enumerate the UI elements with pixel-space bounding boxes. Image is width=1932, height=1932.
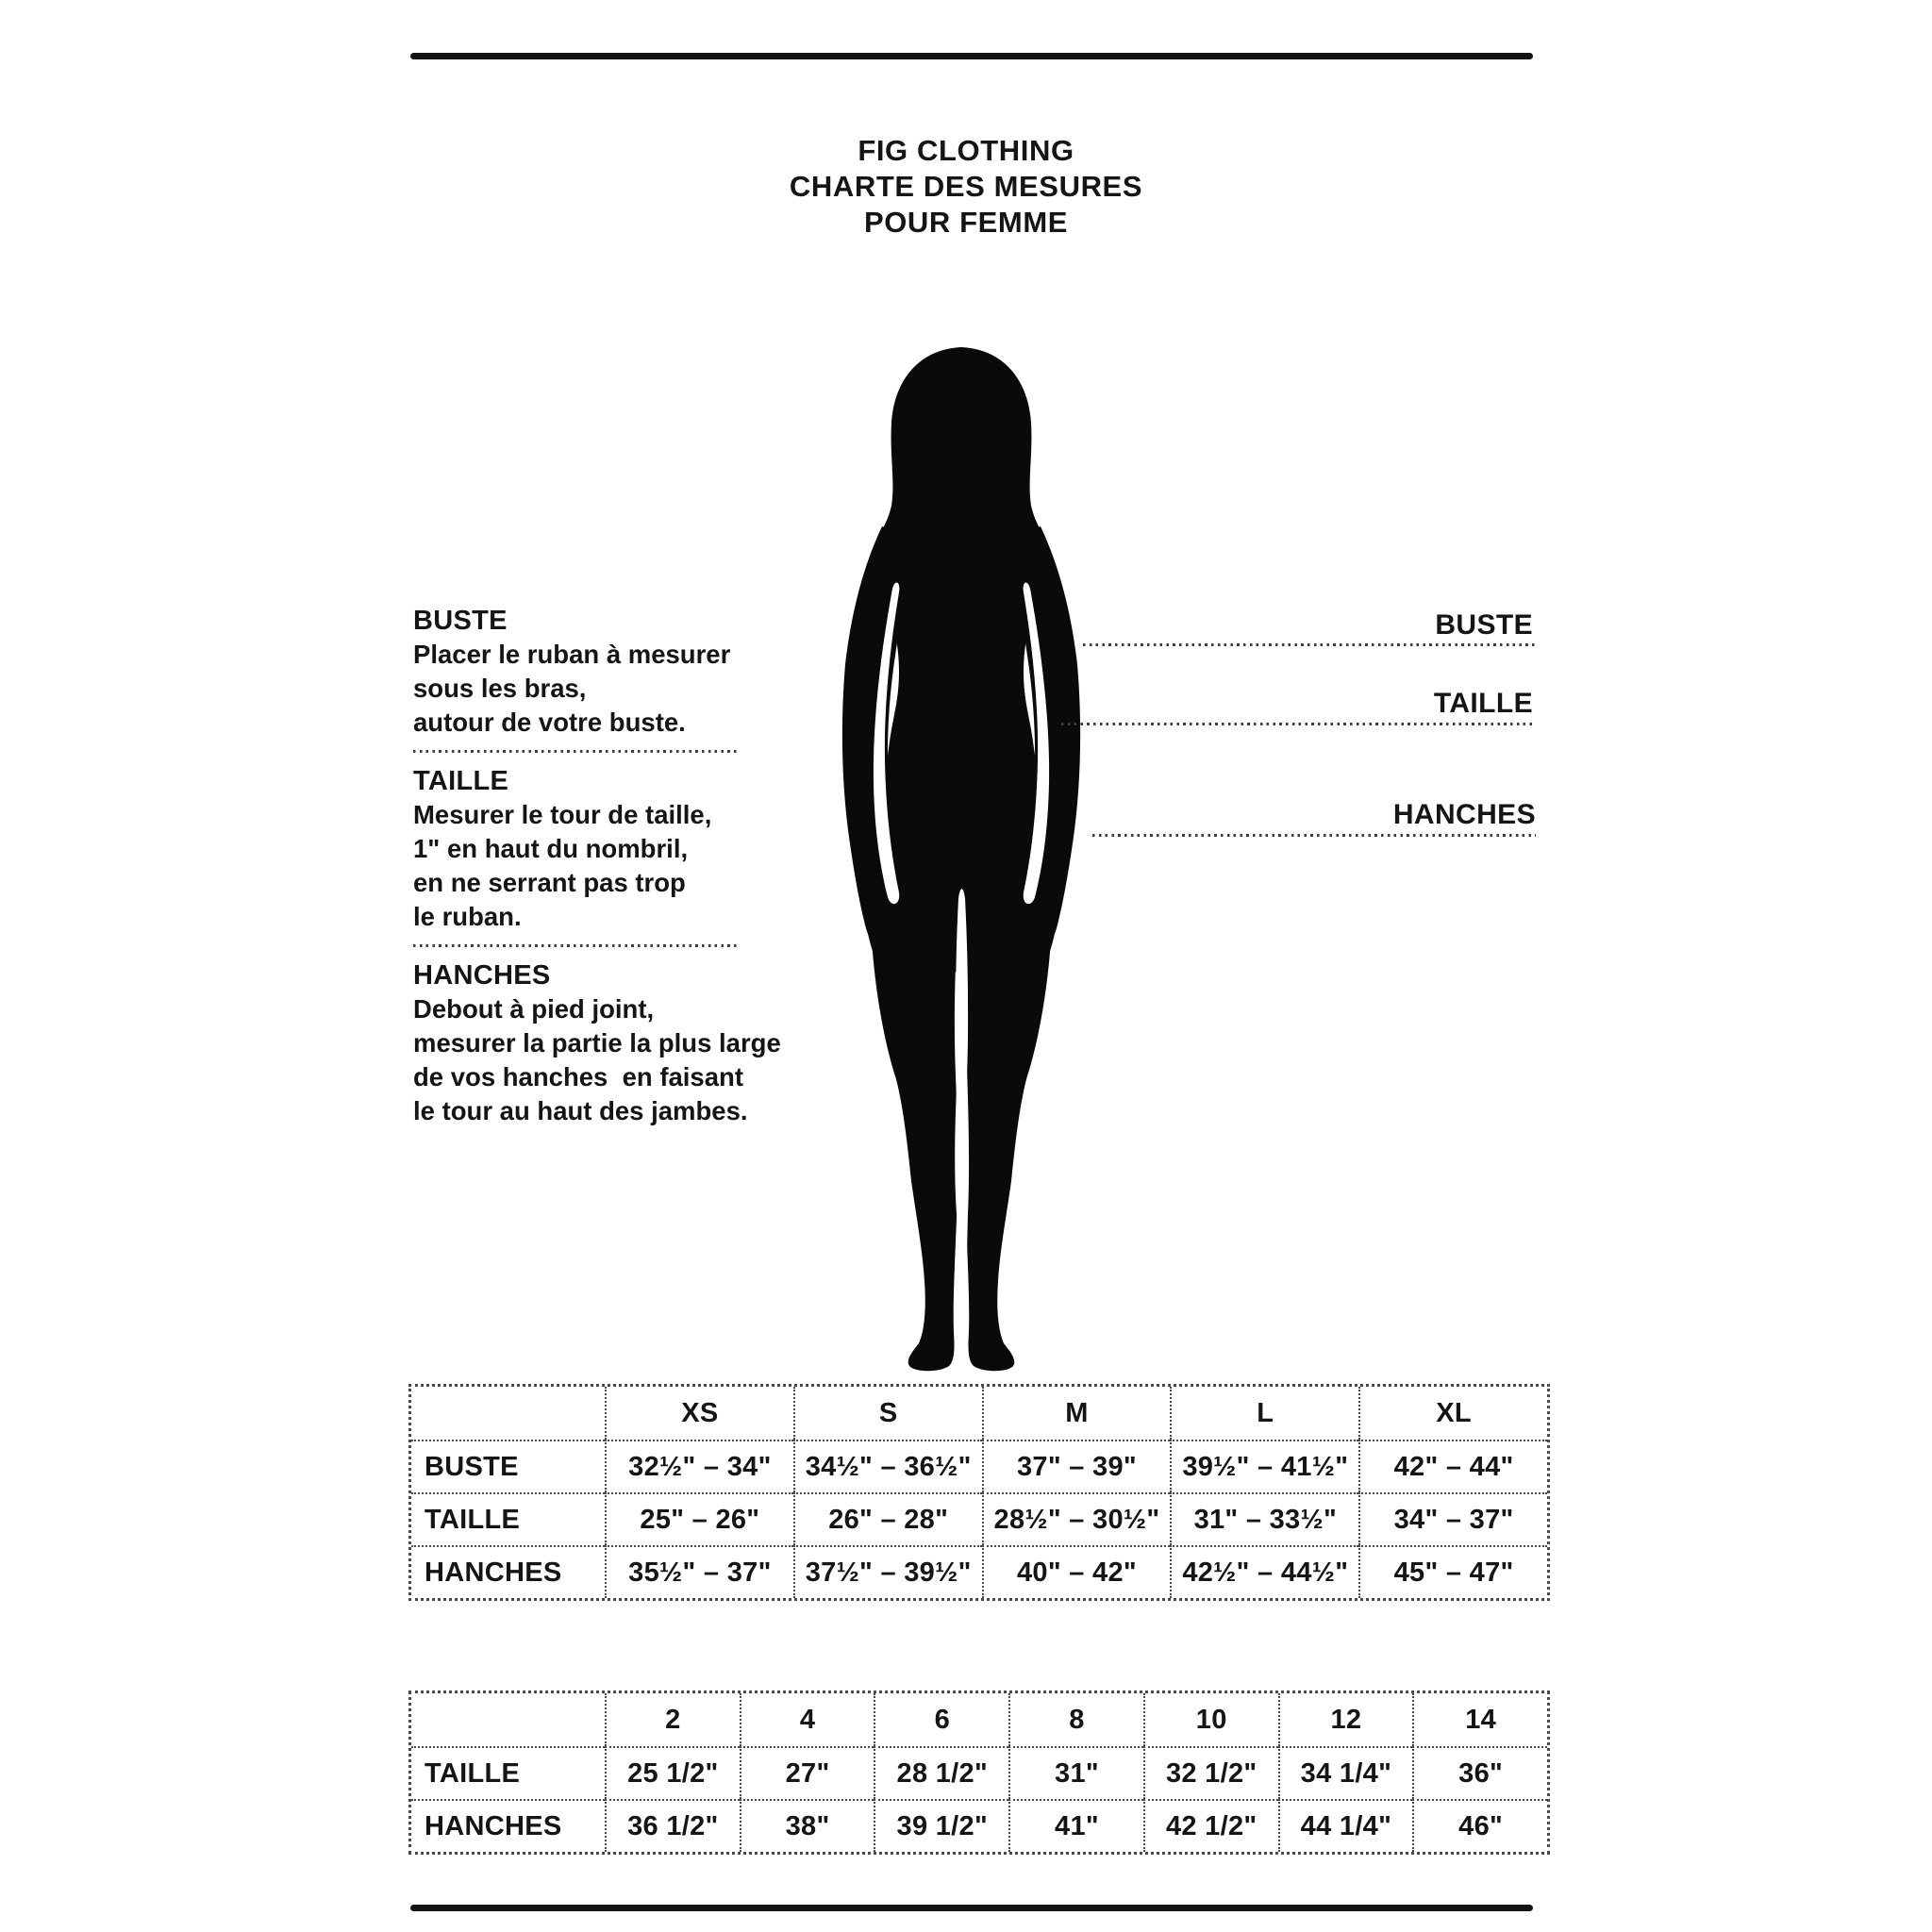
row-label-cell: BUSTE <box>411 1440 605 1492</box>
column-header-cell: XS <box>605 1387 793 1440</box>
buste-callout-line <box>1083 643 1536 646</box>
column-header-cell: L <box>1170 1387 1358 1440</box>
measure-instruction <box>413 605 904 740</box>
size-value-cell: 34½" – 36½" <box>793 1440 982 1492</box>
instruction-heading: TAILLE <box>413 766 509 796</box>
size-value-cell: 31" <box>1008 1746 1143 1799</box>
column-header-cell: 4 <box>740 1693 874 1746</box>
instruction-line: de vos hanches en faisant <box>413 1062 743 1091</box>
row-label-cell: TAILLE <box>411 1492 605 1545</box>
size-value-cell: 34 1/4" <box>1278 1746 1413 1799</box>
size-value-cell: 42" – 44" <box>1358 1440 1547 1492</box>
size-value-cell: 40" – 42" <box>982 1545 1171 1598</box>
size-value-cell: 37" – 39" <box>982 1440 1171 1492</box>
letter-size-table <box>408 1384 1550 1601</box>
measuring-instructions <box>413 605 904 1128</box>
size-value-cell: 27" <box>740 1746 874 1799</box>
title-line-1: FIG CLOTHING <box>858 134 1074 167</box>
size-value-cell: 42½" – 44½" <box>1170 1545 1358 1598</box>
column-header-cell: XL <box>1358 1387 1547 1440</box>
column-header-cell <box>411 1387 605 1440</box>
dotted-separator <box>413 750 739 753</box>
row-label-cell: HANCHES <box>411 1545 605 1598</box>
size-value-cell: 26" – 28" <box>793 1492 982 1545</box>
measure-instruction <box>413 959 904 1128</box>
instruction-line: Placer le ruban à mesurer <box>413 640 731 669</box>
column-header-cell: 8 <box>1008 1693 1143 1746</box>
title-line-3: POUR FEMME <box>863 206 1069 239</box>
size-value-cell: 25" – 26" <box>605 1492 793 1545</box>
size-value-cell: 25 1/2" <box>605 1746 740 1799</box>
size-value-cell: 34" – 37" <box>1358 1492 1547 1545</box>
size-value-cell: 39 1/2" <box>874 1799 1008 1852</box>
dotted-separator <box>413 944 739 947</box>
top-rule <box>410 53 1533 59</box>
hanches-callout-line <box>1092 834 1536 837</box>
size-value-cell: 36 1/2" <box>605 1799 740 1852</box>
size-value-cell: 36" <box>1412 1746 1547 1799</box>
column-header-cell: 14 <box>1412 1693 1547 1746</box>
column-header-cell: 10 <box>1143 1693 1278 1746</box>
instruction-line: Mesurer le tour de taille, <box>413 800 712 829</box>
page-title <box>405 133 1527 241</box>
instruction-line: sous les bras, <box>413 674 587 703</box>
row-label-cell: TAILLE <box>411 1746 605 1799</box>
size-value-cell: 44 1/4" <box>1278 1799 1413 1852</box>
instruction-line: Debout à pied joint, <box>413 994 655 1024</box>
title-line-2: CHARTE DES MESURES <box>789 170 1143 203</box>
instruction-line: en ne serrant pas trop <box>413 868 686 897</box>
size-value-cell: 46" <box>1412 1799 1547 1852</box>
column-header-cell <box>411 1693 605 1746</box>
instruction-heading: BUSTE <box>413 606 508 636</box>
size-value-cell: 38" <box>740 1799 874 1852</box>
column-header-cell: S <box>793 1387 982 1440</box>
size-value-cell: 28½" – 30½" <box>982 1492 1171 1545</box>
size-value-cell: 42 1/2" <box>1143 1799 1278 1852</box>
column-header-cell: 2 <box>605 1693 740 1746</box>
size-value-cell: 31" – 33½" <box>1170 1492 1358 1545</box>
taille-callout-line <box>1061 723 1536 725</box>
column-header-cell: 12 <box>1278 1693 1413 1746</box>
column-header-cell: M <box>982 1387 1171 1440</box>
size-value-cell: 41" <box>1008 1799 1143 1852</box>
figure-label-buste: BUSTE <box>1435 609 1533 641</box>
column-header-cell: 6 <box>874 1693 1008 1746</box>
row-label-cell: HANCHES <box>411 1799 605 1852</box>
numeric-size-table <box>408 1690 1550 1855</box>
size-value-cell: 37½" – 39½" <box>793 1545 982 1598</box>
size-value-cell: 35½" – 37" <box>605 1545 793 1598</box>
size-value-cell: 32 1/2" <box>1143 1746 1278 1799</box>
instruction-line: 1" en haut du nombril, <box>413 834 689 863</box>
size-value-cell: 45" – 47" <box>1358 1545 1547 1598</box>
instruction-line: le tour au haut des jambes. <box>413 1096 748 1125</box>
instruction-line: autour de votre buste. <box>413 708 686 737</box>
bottom-rule <box>410 1905 1533 1911</box>
instruction-line: le ruban. <box>413 902 522 931</box>
instruction-line: mesurer la partie la plus large <box>413 1028 781 1058</box>
figure-label-hanches: HANCHES <box>1392 799 1536 830</box>
instruction-heading: HANCHES <box>413 960 551 991</box>
size-value-cell: 28 1/2" <box>874 1746 1008 1799</box>
size-value-cell: 32½" – 34" <box>605 1440 793 1492</box>
figure-label-taille: TAILLE <box>1433 688 1533 719</box>
size-value-cell: 39½" – 41½" <box>1170 1440 1358 1492</box>
measure-instruction <box>413 765 904 934</box>
